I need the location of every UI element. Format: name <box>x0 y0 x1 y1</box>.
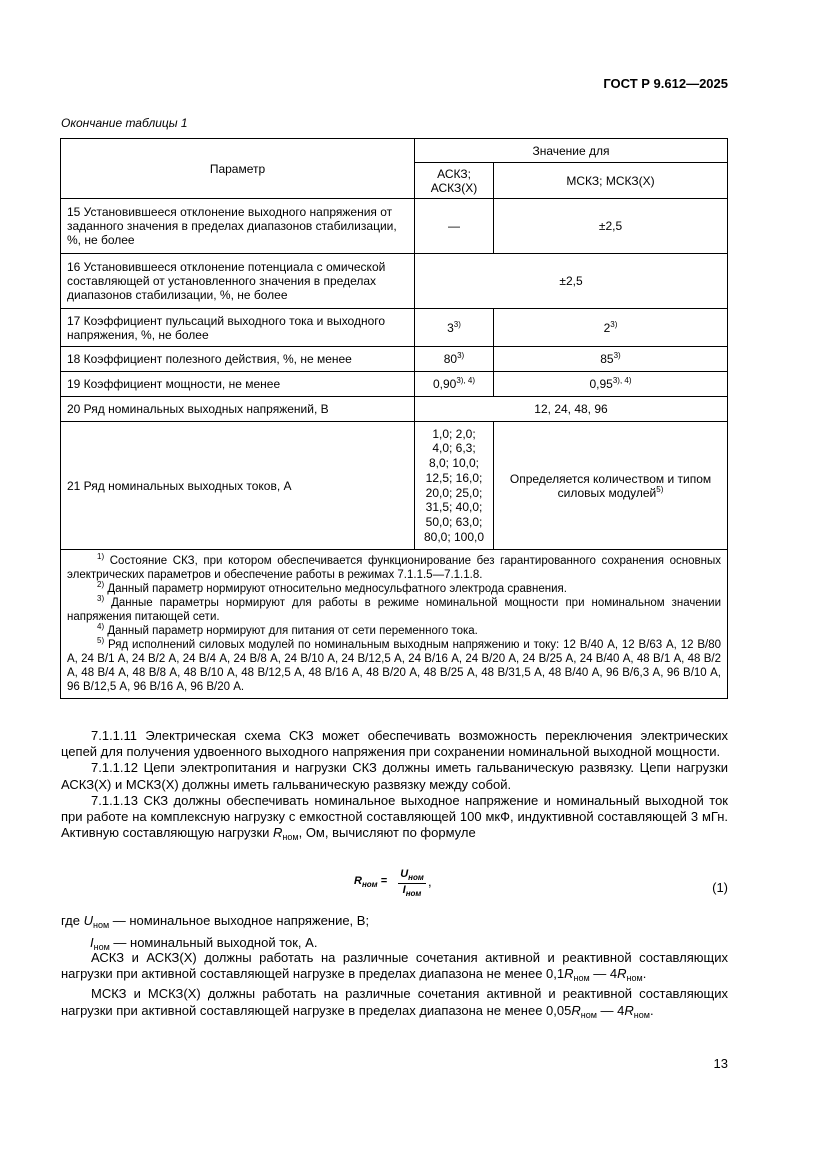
value-for-header: Значение для <box>415 139 728 163</box>
table-row <box>61 347 728 372</box>
row-value-a: $0,90^{3), 4)}$ <box>415 372 494 397</box>
legend-i: $I_{ном}$ — номинальный выходной ток, А. <box>90 935 318 952</box>
table-row <box>61 254 728 309</box>
col-a-header: АСКЗ; АСКЗ(Х) <box>415 163 494 199</box>
paragraph-mskz: МСКЗ и МСКЗ(Х) должны работать на различные сочетания активной и реактивной составляющих нагрузки при активной составляющей нагрузке в пределах диапазона не менее $0,05R_{ном}$ — $4R_{ном}$. <box>61 986 728 1020</box>
page-number: 13 <box>713 1056 728 1071</box>
paragraph-askz: АСКЗ и АСКЗ(Х) должны работать на различные сочетания активной и реактивной составляющих нагрузки при активной составляющей нагрузке в пределах диапазона не менее $0,1R_{ном}$ — $4R_{ном}$. <box>61 950 728 984</box>
row-value-a: 3$^{3)}$ <box>415 309 494 347</box>
paragraph-7-1-1-13: 7.1.1.13 СКЗ должны обеспечивать номинальное выходное напряжение и номинальный выходной ток при работе на комплексную нагрузку с емкостной составляющей 100 мкФ, индуктивной составляющей 3 мГн. Активную составляющую нагрузки $R_{ном}$, Ом, вычисляют по формуле <box>61 792 728 843</box>
row-value-b: Определяется количеством и типом силовых модулей$^{5)}$ <box>494 422 728 550</box>
row-param: 18 Коэффициент полезного действия, %, не менее <box>61 347 415 372</box>
table-row <box>61 309 728 347</box>
body-text <box>61 728 728 845</box>
row-value-a: 1,0; 2,0; 4,0; 6,3; 8,0; 10,0; 12,5; 16,0; 20,0; 25,0; 31,5; 40,0; 50,0; 63,0; 80,0; 100,0 <box>415 422 494 550</box>
footnote: $^{1)}$ Состояние СКЗ, при котором обеспечивается функционирование без гарантированного сохранения основных электрических параметров и обеспечение работы в режимах 7.1.1.5—7.1.1.8. <box>67 552 721 581</box>
formula-fraction: $U_{ном}$ $I_{ном}$ <box>398 868 426 898</box>
paragraph-7-1-1-12: 7.1.1.12 Цепи электропитания и нагрузки СКЗ должны иметь гальваническую развязку. Цепи нагрузки АСКЗ(Х) и МСКЗ(Х) должны иметь гальваническую развязку между собой. <box>61 760 728 792</box>
footnote-ref: 3), 4) <box>456 376 476 385</box>
row-param: 17 Коэффициент пульсаций выходного тока и выходного напряжения, %, не более <box>61 309 415 347</box>
footnote-ref: 3), 4) <box>612 376 632 385</box>
footnote-ref: 3) <box>457 351 465 360</box>
col-b-header: МСКЗ; МСКЗ(Х) <box>494 163 728 199</box>
table-footnotes <box>61 550 728 699</box>
formula-lhs: $R_{ном}$ = <box>354 875 388 889</box>
row-param: 21 Ряд номинальных выходных токов, А <box>61 422 415 550</box>
param-header: Параметр <box>61 139 415 199</box>
row-value-b: 85$^{3)}$ <box>494 347 728 372</box>
table-row <box>61 397 728 422</box>
table-caption: Окончание таблицы 1 <box>61 116 188 130</box>
row-value-a: 80$^{3)}$ <box>415 347 494 372</box>
row-param: 15 Установившееся отклонение выходного напряжения от заданного значения в пределах диапазонов стабилизации, %, не более <box>61 199 415 254</box>
table-row <box>61 199 728 254</box>
row-value-merged: ±2,5 <box>415 254 728 309</box>
formula-tail: , <box>428 874 432 889</box>
formula-number: (1) <box>712 880 728 895</box>
footnote-ref: 3) <box>613 351 621 360</box>
row-value-b: 2$^{3)}$ <box>494 309 728 347</box>
row-value-merged: 12, 24, 48, 96 <box>415 397 728 422</box>
table-row <box>61 422 728 550</box>
legend-u: где $U_{ном}$ — номинальное выходное напряжение, В; <box>61 913 370 930</box>
row-param: 20 Ряд номинальных выходных напряжений, В <box>61 397 415 422</box>
footnote-ref: 5) <box>656 484 664 494</box>
footnote: $^{2)}$ Данный параметр нормируют относительно медносульфатного электрода сравнения. <box>97 580 567 595</box>
footnote: $^{3)}$ Данные параметры нормируют для работы в режиме номинальной мощности при номинальном значении напряжения питающей сети. <box>67 594 721 623</box>
footnote: $^{5)}$ Ряд исполнений силовых модулей по номинальным выходным напряжению и току: 12 В/40 А, 12 В/63 А, 12 В/80 А, 24 В/1 А, 24 В/2 А, 24 В/4 А, 24 В/8 А, 24 В/10 А, 24 В/12,5 А, 24 В/16 А, 24 В/20 А, 24 В/25 А, 24 В/40 А, 48 В/1 А, 48 В/2 А, 48 В/4 А, 48 В/8 А, 48 В/10 А, 48 В/12,5 А, 48 В/16 А, 48 В/20 А, 48 В/25 А, 48 В/31,5 А, 48 В/40 А, 96 В/6,3 А, 96 В/10 А, 96 В/12,5 А, 96 В/16 А, 96 В/20 А. <box>67 636 721 693</box>
paragraph-7-1-1-11: 7.1.1.11 Электрическая схема СКЗ может обеспечивать возможность переключения электрических цепей для получения удвоенного выходного напряжения при сохранении номинальной выходной мощности. <box>61 728 728 760</box>
row-value-b: ±2,5 <box>494 199 728 254</box>
row-param: 16 Установившееся отклонение потенциала с омической составляющей от установленного значения в пределах диапазонов стабилизации, %, не более <box>61 254 415 309</box>
parameters-table <box>60 138 728 699</box>
body-text-2 <box>61 950 728 1023</box>
footnote-ref: 3) <box>453 319 461 329</box>
footnote-ref: 3) <box>610 319 618 329</box>
row-param: 19 Коэффициент мощности, не менее <box>61 372 415 397</box>
table-row <box>61 372 728 397</box>
row-value-a: — <box>415 199 494 254</box>
footnote: $^{4)}$ Данный параметр нормируют для питания от сети переменного тока. <box>97 622 478 637</box>
row-value-b: $0,95^{3), 4)}$ <box>494 372 728 397</box>
document-header: ГОСТ Р 9.612—2025 <box>603 76 728 91</box>
